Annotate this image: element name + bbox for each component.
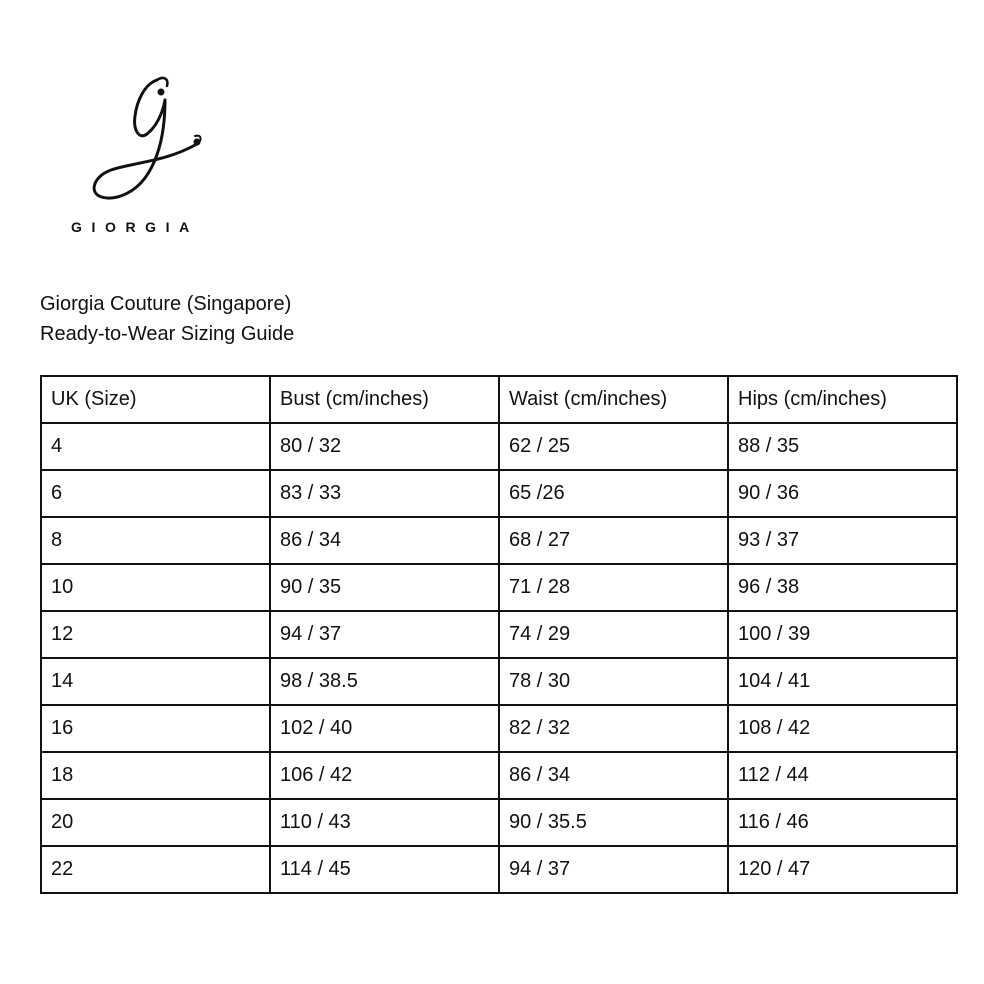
table-row: [41, 423, 957, 470]
cell-bust: 102 / 40: [270, 705, 499, 752]
cell-uk-size: 14: [41, 658, 270, 705]
brand-wordmark: GIORGIA: [71, 219, 199, 235]
header-waist: Waist (cm/inches): [499, 376, 728, 423]
cell-waist: 65 /26: [499, 470, 728, 517]
table-row: [41, 705, 957, 752]
guide-title: Ready-to-Wear Sizing Guide: [40, 323, 295, 345]
cell-uk-size: 20: [41, 799, 270, 846]
cell-hips: 93 / 37: [728, 517, 957, 564]
cell-bust: 98 / 38.5: [270, 658, 499, 705]
cell-uk-size: 12: [41, 611, 270, 658]
brand-logo: [60, 70, 240, 240]
cell-hips: 88 / 35: [728, 423, 957, 470]
cell-bust: 83 / 33: [270, 470, 499, 517]
table-row: [41, 799, 957, 846]
table-row: [41, 517, 957, 564]
cell-bust: 90 / 35: [270, 564, 499, 611]
cell-hips: 108 / 42: [728, 705, 957, 752]
cell-hips: 116 / 46: [728, 799, 957, 846]
cell-hips: 120 / 47: [728, 846, 957, 893]
cell-uk-size: 6: [41, 470, 270, 517]
table-header-row: [41, 376, 957, 423]
cell-uk-size: 16: [41, 705, 270, 752]
cell-waist: 74 / 29: [499, 611, 728, 658]
cell-waist: 90 / 35.5: [499, 799, 728, 846]
cell-waist: 71 / 28: [499, 564, 728, 611]
cell-hips: 104 / 41: [728, 658, 957, 705]
g-monogram-icon: [85, 70, 205, 210]
sizing-table: [40, 375, 958, 894]
cell-waist: 78 / 30: [499, 658, 728, 705]
company-name: Giorgia Couture (Singapore): [40, 293, 292, 315]
cell-uk-size: 18: [41, 752, 270, 799]
header-uk-size: UK (Size): [41, 376, 270, 423]
cell-waist: 68 / 27: [499, 517, 728, 564]
cell-bust: 80 / 32: [270, 423, 499, 470]
cell-uk-size: 22: [41, 846, 270, 893]
header-bust: Bust (cm/inches): [270, 376, 499, 423]
cell-uk-size: 4: [41, 423, 270, 470]
cell-hips: 100 / 39: [728, 611, 957, 658]
cell-uk-size: 10: [41, 564, 270, 611]
cell-bust: 114 / 45: [270, 846, 499, 893]
cell-hips: 112 / 44: [728, 752, 957, 799]
table-row: [41, 752, 957, 799]
table-row: [41, 658, 957, 705]
cell-waist: 62 / 25: [499, 423, 728, 470]
cell-uk-size: 8: [41, 517, 270, 564]
table-row: [41, 470, 957, 517]
cell-hips: 96 / 38: [728, 564, 957, 611]
header-hips: Hips (cm/inches): [728, 376, 957, 423]
cell-waist: 86 / 34: [499, 752, 728, 799]
cell-hips: 90 / 36: [728, 470, 957, 517]
cell-bust: 110 / 43: [270, 799, 499, 846]
page-heading: [40, 289, 294, 349]
table-row: [41, 846, 957, 893]
table-row: [41, 564, 957, 611]
cell-waist: 82 / 32: [499, 705, 728, 752]
cell-bust: 94 / 37: [270, 611, 499, 658]
cell-bust: 106 / 42: [270, 752, 499, 799]
table-row: [41, 611, 957, 658]
cell-bust: 86 / 34: [270, 517, 499, 564]
cell-waist: 94 / 37: [499, 846, 728, 893]
